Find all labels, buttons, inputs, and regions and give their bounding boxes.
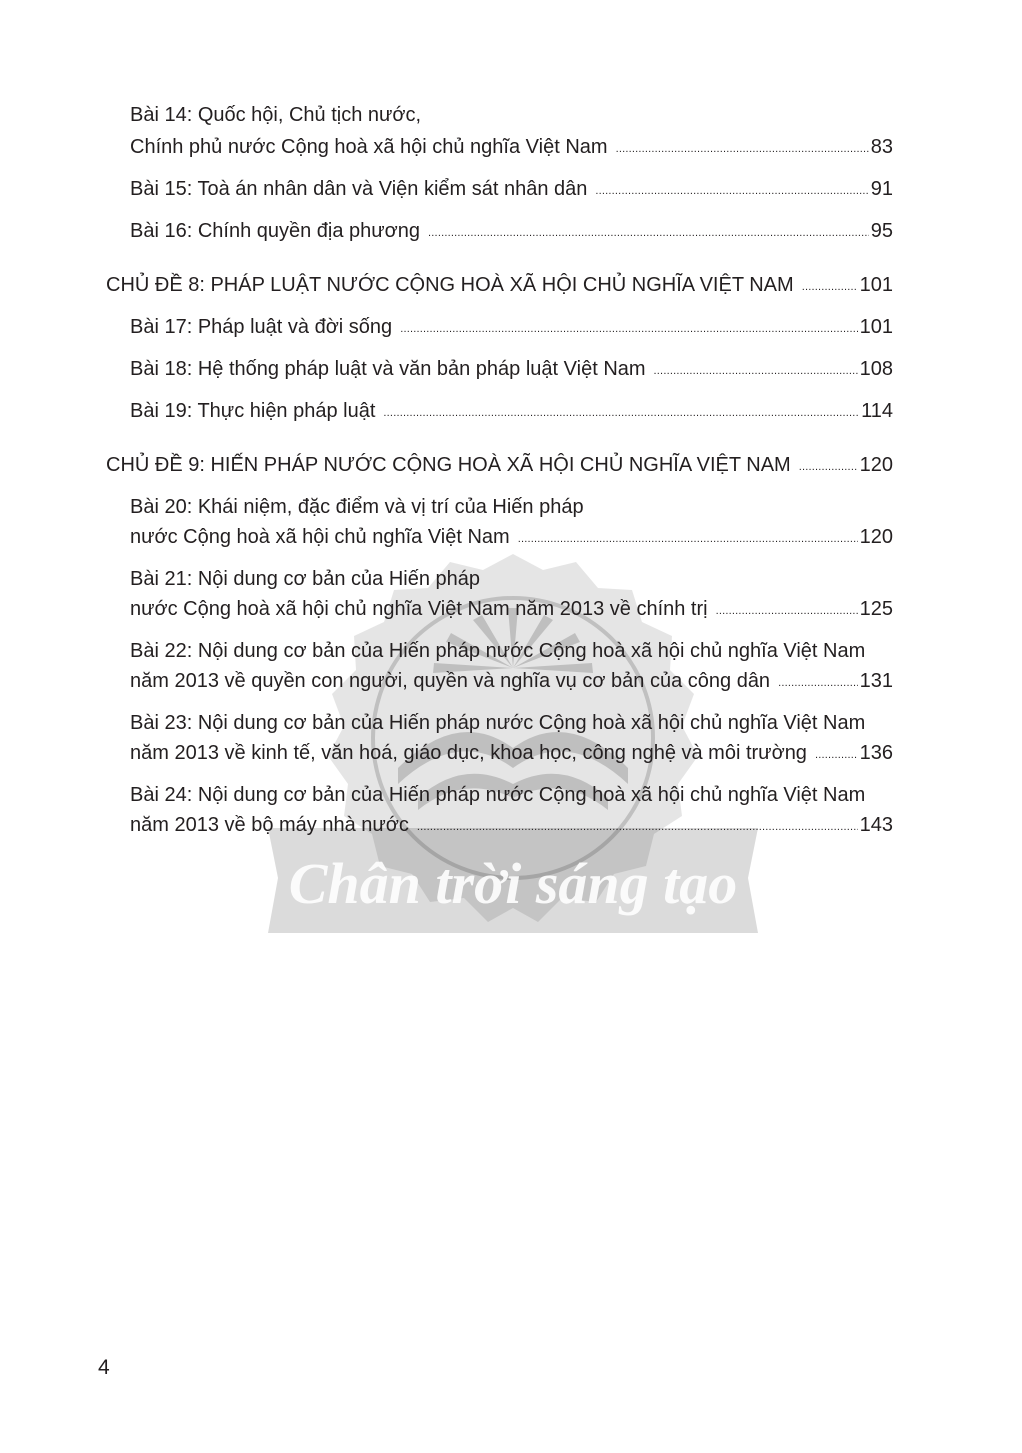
toc-page-number: 125 [859, 598, 893, 620]
toc-leader-dots [654, 355, 858, 384]
toc-entry-title: Bài 16: Chính quyền địa phương [130, 220, 421, 242]
toc-entry-title: Bài 23: Nội dung cơ bản của Hiến pháp nước Cộng hoà xã hội chủ nghĩa Việt Nam [130, 712, 866, 734]
toc-entry-lesson-21[interactable] [130, 596, 893, 625]
toc-entry-title: nước Cộng hoà xã hội chủ nghĩa Việt Nam [130, 526, 510, 548]
toc-page-number: 101 [859, 316, 893, 338]
toc-entry-title: Bài 19: Thực hiện pháp luật [130, 400, 376, 422]
toc-entry-lesson-22-line1[interactable] [130, 638, 893, 664]
toc-entry-lesson-20-line1[interactable] [130, 494, 893, 520]
toc-leader-dots [778, 667, 858, 696]
toc-leader-dots [616, 133, 869, 162]
toc-leader-dots [518, 523, 858, 552]
toc-topic-title: CHỦ ĐỀ 9: HIẾN PHÁP NƯỚC CỘNG HOÀ XÃ HỘI CHỦ NGHĨA VIỆT NAM [106, 454, 791, 476]
toc-leader-dots [799, 451, 858, 480]
toc-entry-title: năm 2013 về quyền con người, quyền và nghĩa vụ cơ bản của công dân [130, 670, 771, 692]
toc-entry-lesson-14[interactable] [130, 134, 893, 163]
toc-entry-title: Bài 22: Nội dung cơ bản của Hiến pháp nước Cộng hoà xã hội chủ nghĩa Việt Nam [130, 640, 866, 662]
page-number: 4 [98, 1356, 110, 1379]
toc-page-number: 131 [859, 670, 893, 692]
toc-entry-lesson-17[interactable] [130, 314, 893, 343]
toc-entry-lesson-20[interactable] [130, 524, 893, 553]
toc-entry-lesson-19[interactable] [130, 398, 893, 427]
toc-page-number: 83 [870, 136, 893, 158]
toc-entry-lesson-21-line1[interactable] [130, 566, 893, 592]
toc-entry-title: Bài 20: Khái niệm, đặc điểm và vị trí của Hiến pháp [130, 496, 584, 518]
toc-entry-title: nước Cộng hoà xã hội chủ nghĩa Việt Nam năm 2013 về chính trị [130, 598, 708, 620]
toc-page-number: 108 [859, 358, 893, 380]
toc-entry-lesson-23[interactable] [130, 740, 893, 769]
toc-entry-lesson-14-line1[interactable] [130, 102, 893, 128]
toc-entry-title: Bài 24: Nội dung cơ bản của Hiến pháp nước Cộng hoà xã hội chủ nghĩa Việt Nam [130, 784, 866, 806]
toc-leader-dots [716, 595, 858, 624]
toc-entry-title: Bài 17: Pháp luật và đời sống [130, 316, 393, 338]
toc-entry-topic-8[interactable] [106, 272, 893, 301]
toc-leader-dots [815, 739, 858, 768]
toc-entry-title: Bài 21: Nội dung cơ bản của Hiến pháp [130, 568, 481, 590]
toc-entry-lesson-24-line1[interactable] [130, 782, 893, 808]
toc-page-number: 136 [859, 742, 893, 764]
toc-entry-topic-9[interactable] [106, 452, 893, 481]
toc-leader-dots [417, 811, 858, 840]
toc-entry-lesson-23-line1[interactable] [130, 710, 893, 736]
toc-entry-title: Bài 15: Toà án nhân dân và Viện kiểm sát nhân dân [130, 178, 588, 200]
toc-entry-title: năm 2013 về kinh tế, văn hoá, giáo dục, khoa học, công nghệ và môi trường [130, 742, 807, 764]
toc-leader-dots [383, 397, 859, 426]
toc-leader-dots [595, 175, 868, 204]
toc-entry-lesson-16[interactable] [130, 218, 893, 247]
toc-page-number: 120 [859, 526, 893, 548]
toc-page-number: 95 [870, 220, 893, 242]
toc-entry-title: Bài 18: Hệ thống pháp luật và văn bản pháp luật Việt Nam [130, 358, 646, 380]
watermark-text: Chân trời sáng tạo [288, 851, 738, 916]
toc-page-number: 120 [859, 454, 893, 476]
toc-leader-dots [802, 271, 858, 300]
toc-leader-dots [428, 217, 869, 246]
toc-entry-lesson-18[interactable] [130, 356, 893, 385]
toc-topic-title: CHỦ ĐỀ 8: PHÁP LUẬT NƯỚC CỘNG HOÀ XÃ HỘI CHỦ NGHĨA VIỆT NAM [106, 274, 794, 296]
toc-entry-title: Bài 14: Quốc hội, Chủ tịch nước, [130, 104, 422, 126]
toc-entry-lesson-24[interactable] [130, 812, 893, 841]
toc-page-number: 91 [870, 178, 893, 200]
toc-page-number: 143 [859, 814, 893, 836]
toc-page-number: 101 [859, 274, 893, 296]
toc-entry-lesson-22[interactable] [130, 668, 893, 697]
toc-entry-title: năm 2013 về bộ máy nhà nước [130, 814, 409, 836]
toc-page-number: 114 [861, 400, 893, 422]
toc-entry-lesson-15[interactable] [130, 176, 893, 205]
toc-leader-dots [400, 313, 857, 342]
toc-entry-title: Chính phủ nước Cộng hoà xã hội chủ nghĩa Việt Nam [130, 136, 608, 158]
